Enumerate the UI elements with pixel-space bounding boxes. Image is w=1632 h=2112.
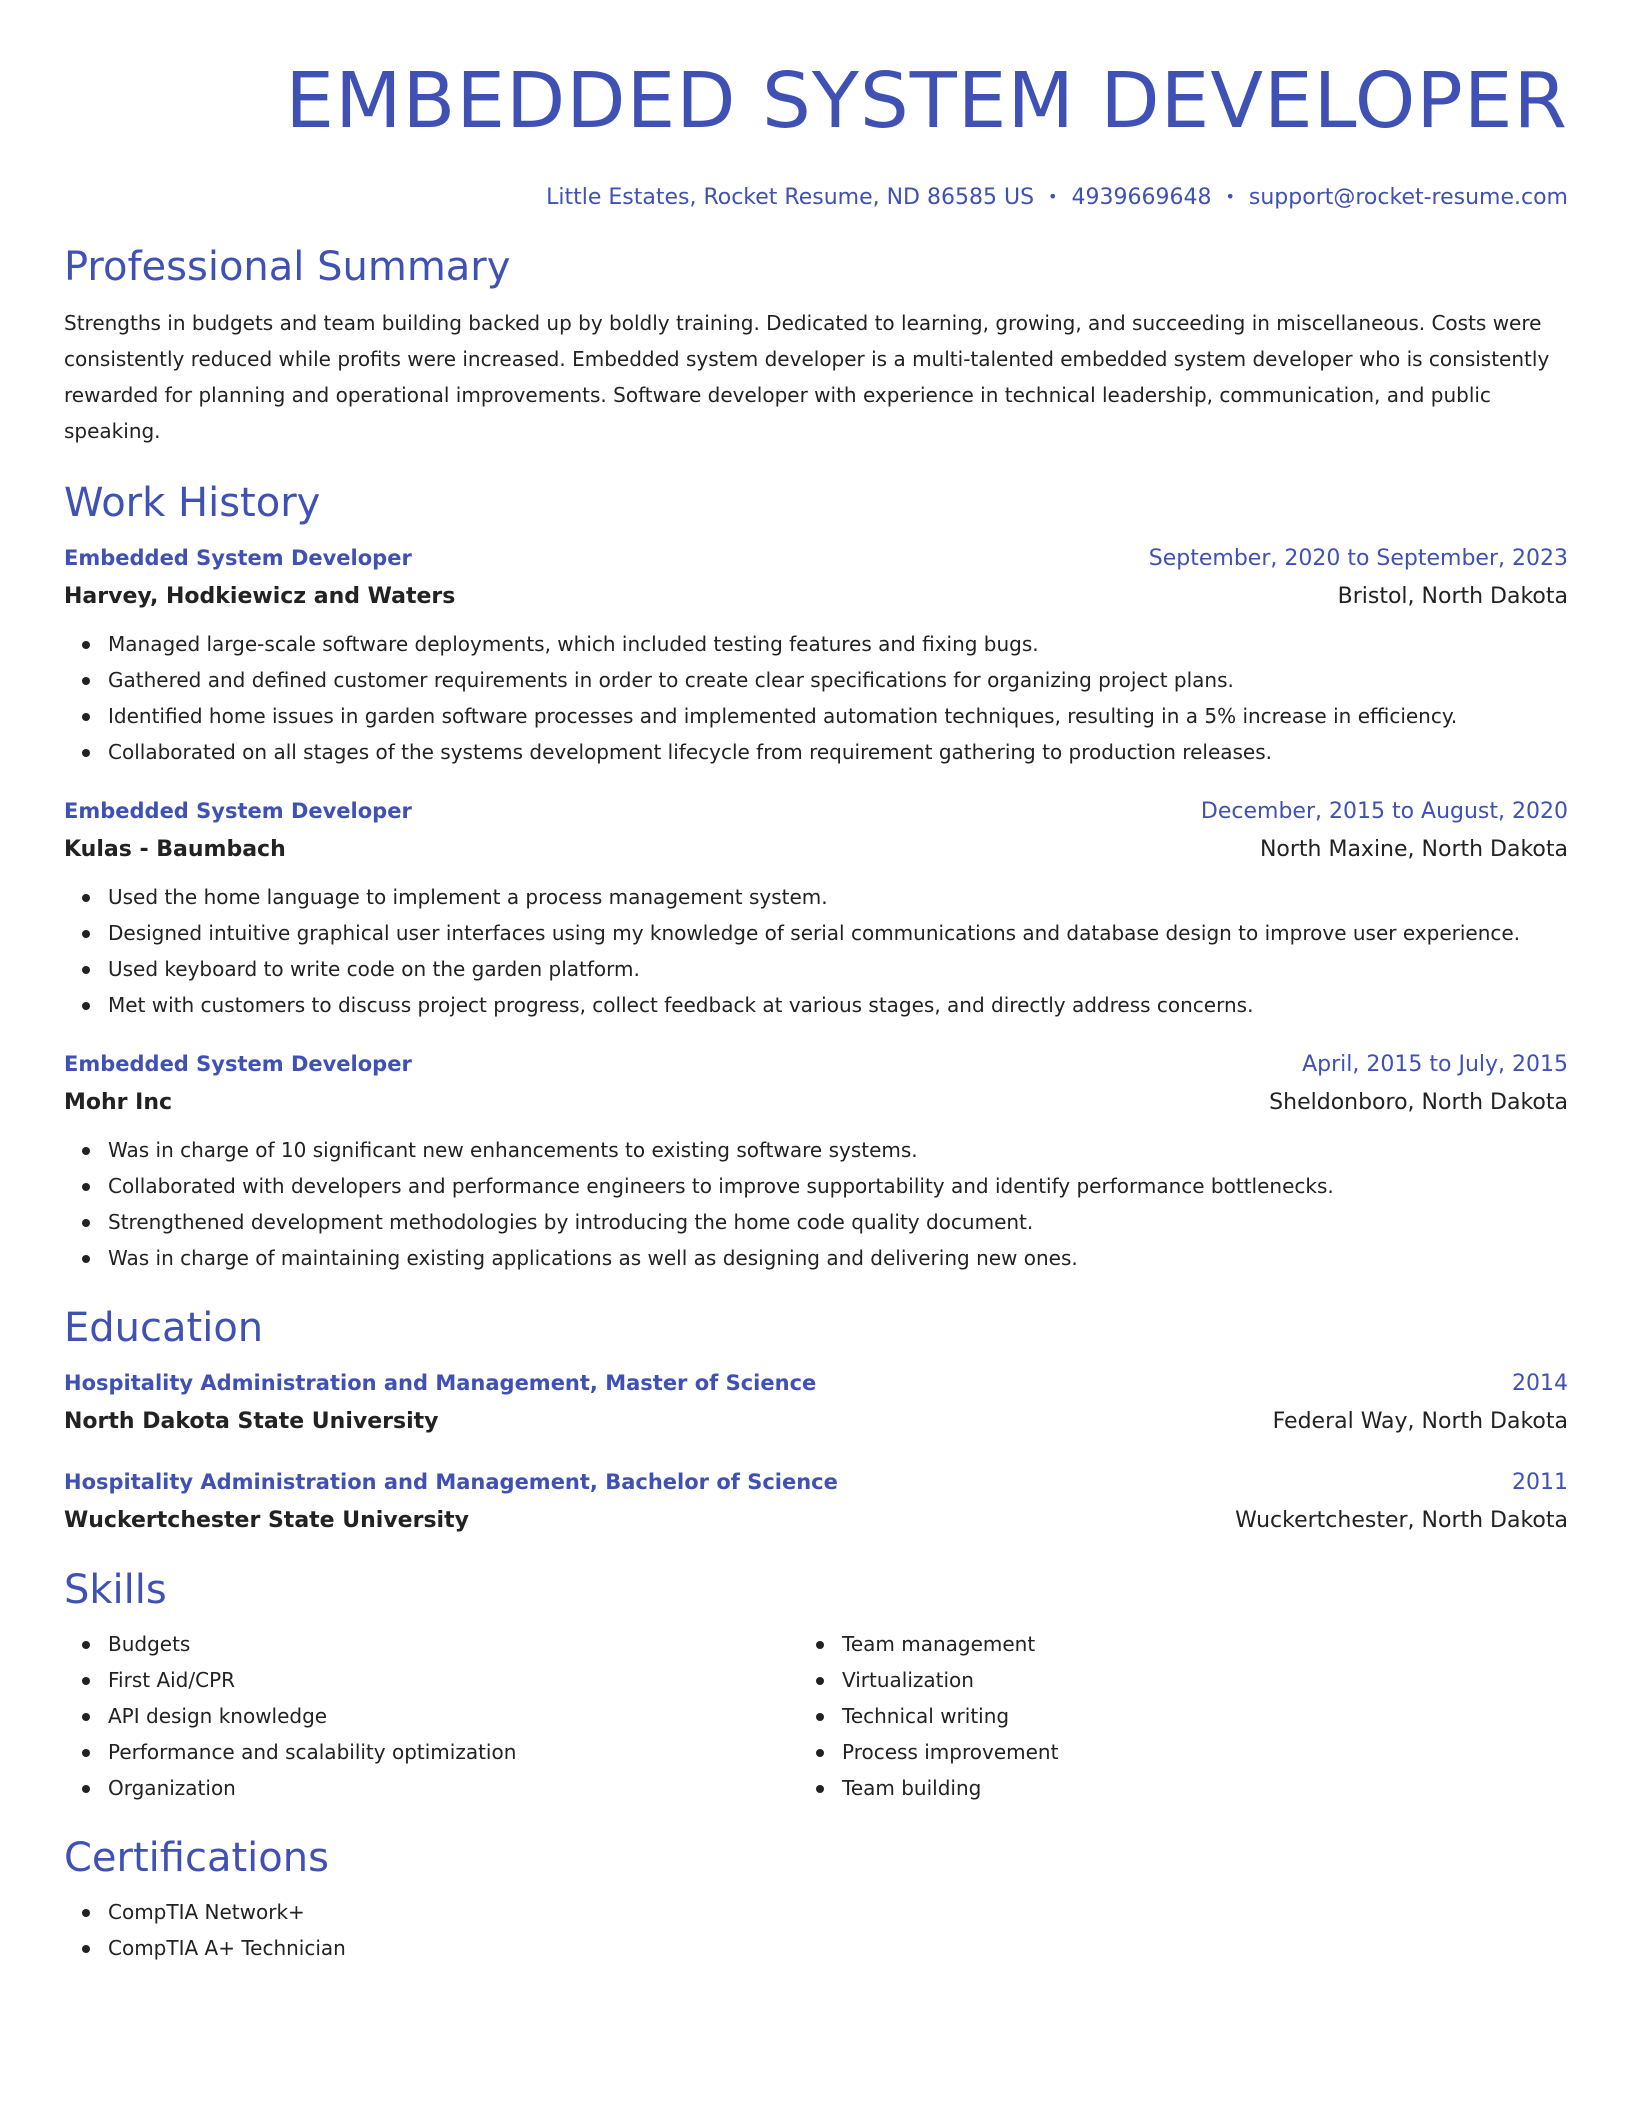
summary-text: Strengths in budgets and team building backed up by boldly training. Dedicated to learning, growing, and succeeding in miscellaneous. Costs were consistently reduced while profits were increased. Embedded system developer is a multi-talented embedded system developer who is consistently rewarded for planning and operational improvements. Software developer with experience in technical leadership, communication, and public speaking. <box>64 311 1550 443</box>
job-company: Mohr Inc <box>64 1090 173 1115</box>
job-bullet: Managed large-scale software deployments, which included testing features and fixing bugs. <box>108 626 1568 662</box>
job-bullet: Collaborated on all stages of the systems development lifecycle from requirement gathering to production releases. <box>108 734 1568 770</box>
skill-item: Process improvement <box>842 1734 1532 1770</box>
skills-grid <box>64 1626 1568 1806</box>
job-bullet: Designed intuitive graphical user interfaces using my knowledge of serial communications and database design to improve user experience. <box>108 915 1568 951</box>
education-school: North Dakota State University <box>64 1409 439 1434</box>
contact-separator: • <box>1225 187 1235 206</box>
skill-item: Budgets <box>108 1626 798 1662</box>
contact-email: support@rocket-resume.com <box>1248 185 1568 210</box>
certifications-heading: Certifications <box>64 1835 329 1881</box>
job-company: Kulas - Baumbach <box>64 837 286 862</box>
skill-item: Technical writing <box>842 1698 1532 1734</box>
certifications-list <box>64 1894 1568 1966</box>
contact-phone: 4939669648 <box>1071 185 1212 210</box>
contact-separator: • <box>1048 187 1058 206</box>
education-school: Wuckertchester State University <box>64 1508 469 1533</box>
job-bullets <box>64 1132 1568 1276</box>
education-entry <box>64 1364 1568 1441</box>
job-bullet: Was in charge of 10 significant new enhancements to existing software systems. <box>108 1132 1568 1168</box>
job-entry <box>64 792 1568 1023</box>
job-bullet: Identified home issues in garden software processes and implemented automation techniques, resulting in a 5% increase in efficiency. <box>108 698 1568 734</box>
skill-item: First Aid/CPR <box>108 1662 798 1698</box>
certification-item: CompTIA Network+ <box>108 1894 1568 1930</box>
job-dates: April, 2015 to July, 2015 <box>1302 1052 1568 1077</box>
skills-list-left <box>64 1626 798 1806</box>
job-dates: September, 2020 to September, 2023 <box>1148 546 1568 571</box>
job-bullet: Strengthened development methodologies by introducing the home code quality document. <box>108 1204 1568 1240</box>
job-role: Embedded System Developer <box>64 799 412 823</box>
skills-list-right <box>798 1626 1532 1806</box>
job-bullet: Used the home language to implement a process management system. <box>108 879 1568 915</box>
education-degree: Hospitality Administration and Management, Master of Science <box>64 1371 817 1395</box>
job-bullet: Was in charge of maintaining existing applications as well as designing and delivering new ones. <box>108 1240 1568 1276</box>
job-bullet: Collaborated with developers and performance engineers to improve supportability and identify performance bottlenecks. <box>108 1168 1568 1204</box>
certification-item: CompTIA A+ Technician <box>108 1930 1568 1966</box>
education-entry <box>64 1463 1568 1540</box>
contact-address: Little Estates, Rocket Resume, ND 86585 US <box>546 185 1035 210</box>
resume-page <box>64 0 1568 1966</box>
skill-item: Virtualization <box>842 1662 1532 1698</box>
education-location: Wuckertchester, North Dakota <box>1235 1508 1568 1533</box>
job-location: Bristol, North Dakota <box>1337 584 1568 609</box>
education-degree: Hospitality Administration and Management, Bachelor of Science <box>64 1470 838 1494</box>
job-role: Embedded System Developer <box>64 1052 412 1076</box>
education-year: 2011 <box>1512 1470 1568 1495</box>
job-location: North Maxine, North Dakota <box>1259 837 1568 862</box>
contact-line <box>64 182 1568 213</box>
skill-item: Performance and scalability optimization <box>108 1734 798 1770</box>
work-history-heading: Work History <box>64 480 321 526</box>
resume-title: EMBEDDED SYSTEM DEVELOPER <box>285 57 1568 146</box>
job-bullet: Gathered and defined customer requirements in order to create clear specifications for organizing project plans. <box>108 662 1568 698</box>
education-location: Federal Way, North Dakota <box>1272 1409 1568 1434</box>
skill-item: Team management <box>842 1626 1532 1662</box>
skill-item: API design knowledge <box>108 1698 798 1734</box>
job-bullet: Used keyboard to write code on the garden platform. <box>108 951 1568 987</box>
job-bullet: Met with customers to discuss project progress, collect feedback at various stages, and directly address concerns. <box>108 987 1568 1023</box>
job-entry <box>64 539 1568 770</box>
summary-heading: Professional Summary <box>64 244 511 290</box>
job-location: Sheldonboro, North Dakota <box>1269 1090 1568 1115</box>
job-company: Harvey, Hodkiewicz and Waters <box>64 584 456 609</box>
education-heading: Education <box>64 1305 264 1351</box>
education-year: 2014 <box>1512 1371 1568 1396</box>
job-entry <box>64 1045 1568 1276</box>
job-role: Embedded System Developer <box>64 546 412 570</box>
skill-item: Organization <box>108 1770 798 1806</box>
job-bullets <box>64 879 1568 1023</box>
job-dates: December, 2015 to August, 2020 <box>1200 799 1568 824</box>
job-bullets <box>64 626 1568 770</box>
skill-item: Team building <box>842 1770 1532 1806</box>
skills-heading: Skills <box>64 1567 167 1613</box>
